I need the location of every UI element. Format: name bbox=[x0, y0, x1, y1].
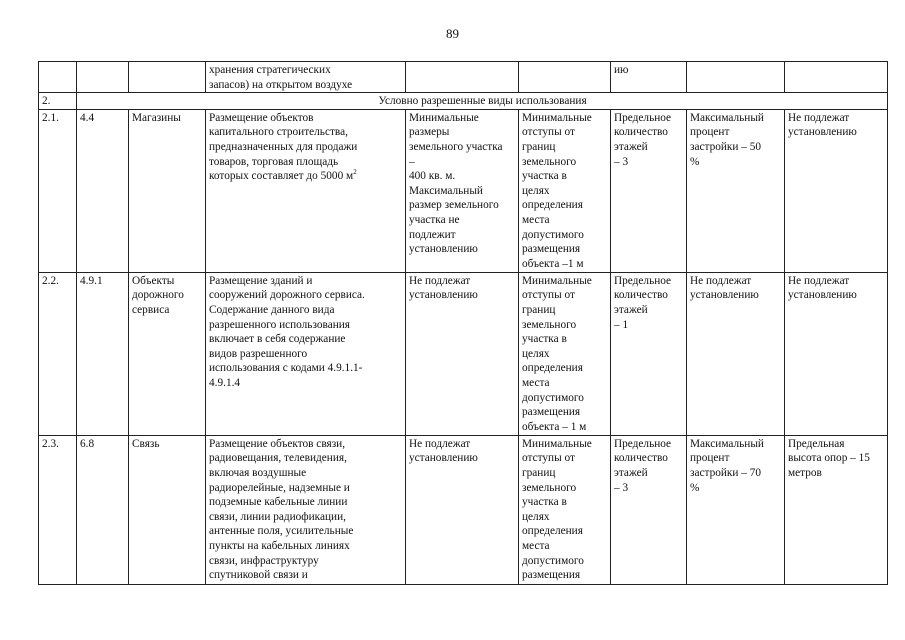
plot-size-cell bbox=[406, 62, 519, 93]
coverage-cell bbox=[687, 62, 785, 93]
name-cell bbox=[129, 62, 206, 93]
other-params-cell: Предельная высота опор – 15 метров bbox=[785, 435, 888, 584]
setbacks-cell: Минимальные отступы от границ земельного участка в целях определения места допустимого размещения объекта – 1 м bbox=[519, 272, 611, 435]
description-cell: хранения стратегических запасов) на открытом воздухе bbox=[206, 62, 406, 93]
row-number-cell: 2.3. bbox=[39, 435, 77, 584]
row-number-cell: 2.1. bbox=[39, 109, 77, 272]
coverage-cell: Максимальный процент застройки – 70 % bbox=[687, 435, 785, 584]
floors-cell: Предельное количество этажей – 3 bbox=[611, 435, 687, 584]
section-header-row bbox=[39, 93, 888, 110]
superscript: 2 bbox=[353, 168, 357, 177]
plot-size-cell: Не подлежат установлению bbox=[406, 435, 519, 584]
coverage-cell: Не подлежат установлению bbox=[687, 272, 785, 435]
land-use-regulations-table bbox=[38, 61, 888, 585]
row-number-cell: 2.2. bbox=[39, 272, 77, 435]
setbacks-cell: Минимальные отступы от границ земельного участка в целях определения места допустимого размещения объекта –1 м bbox=[519, 109, 611, 272]
plot-size-cell: Минимальные размеры земельного участка – 400 кв. м. Максимальный размер земельного участка не подлежит установлению bbox=[406, 109, 519, 272]
name-cell: Объекты дорожного сервиса bbox=[129, 272, 206, 435]
description-cell bbox=[206, 435, 406, 584]
floors-cell: ию bbox=[611, 62, 687, 93]
other-params-cell: Не подлежат установлению bbox=[785, 109, 888, 272]
floors-cell: Предельное количество этажей – 1 bbox=[611, 272, 687, 435]
code-cell bbox=[77, 62, 129, 93]
description-text: Размещение объектов связи, радиовещания, телевидения, включая воздушные радиорелейные, надземные и подземные кабельные линии связи, линии радиофикации, антенные поля, усилительные пункты на кабельных линиях связи, инфраструктуру спутниковой связи и bbox=[209, 437, 354, 582]
coverage-cell: Максимальный процент застройки – 50 % bbox=[687, 109, 785, 272]
description-text: Размещение зданий и сооружений дорожного сервиса. Содержание данного вида разрешенного использования включает в себя содержание видов разрешенного использования с кодами 4.9.1.1- 4.9.1.4 bbox=[209, 274, 365, 389]
code-cell: 4.4 bbox=[77, 109, 129, 272]
code-cell: 4.9.1 bbox=[77, 272, 129, 435]
plot-size-cell: Не подлежат установлению bbox=[406, 272, 519, 435]
name-cell: Связь bbox=[129, 435, 206, 584]
other-params-cell bbox=[785, 62, 888, 93]
description-cell bbox=[206, 109, 406, 272]
continuation-row bbox=[39, 62, 888, 93]
page-number: 89 bbox=[446, 26, 459, 41]
table-row bbox=[39, 435, 888, 584]
setbacks-cell bbox=[519, 62, 611, 93]
table-row bbox=[39, 272, 888, 435]
floors-cell: Предельное количество этажей – 3 bbox=[611, 109, 687, 272]
name-cell: Магазины bbox=[129, 109, 206, 272]
other-params-cell: Не подлежат установлению bbox=[785, 272, 888, 435]
description-text: Размещение объектов капитального строительства, предназначенных для продажи товаров, торговая площадь которых составляет до 5000 м bbox=[209, 111, 358, 183]
setbacks-cell: Минимальные отступы от границ земельного участка в целях определения места допустимого размещения bbox=[519, 435, 611, 584]
code-cell: 6.8 bbox=[77, 435, 129, 584]
table-row bbox=[39, 109, 888, 272]
section-title: Условно разрешенные виды использования bbox=[77, 93, 888, 110]
description-cell bbox=[206, 272, 406, 435]
section-number: 2. bbox=[39, 93, 77, 110]
row-number-cell bbox=[39, 62, 77, 93]
